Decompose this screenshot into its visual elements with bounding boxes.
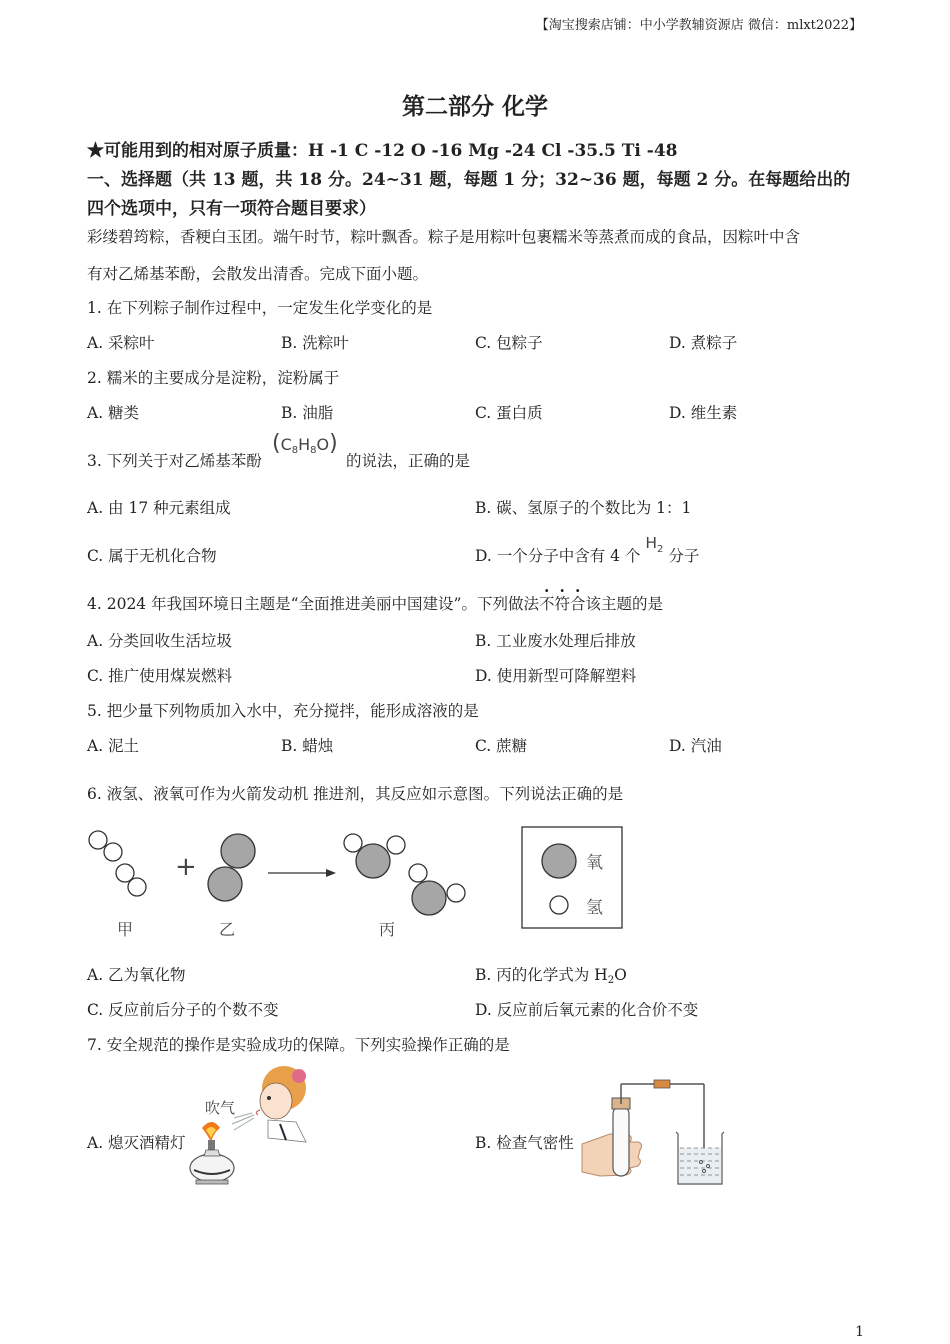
q6-option-c: C. 反应前后分子的个数不变 [87,1001,279,1019]
plus-sign: + [175,852,197,882]
q6-option-b: B. 丙的化学式为 H2O [475,966,627,986]
q6-option-d: D. 反应前后氧元素的化合价不变 [475,1001,699,1019]
intro-line2: 有对乙烯基苯酚，会散发出清香。完成下面小题。 [87,265,429,283]
airtightness-check-illustration [580,1076,730,1191]
q2-option-c: C. 蛋白质 [475,404,543,422]
q3-stem-post: 的说法，正确的是 [346,452,471,470]
label-jia: 甲 [117,920,134,939]
hand-icon [582,1134,642,1176]
q1-option-c: C. 包粽子 [475,334,543,352]
diagram-legend [522,827,622,928]
q3-formula: $(C_8H_8O)$ [272,431,338,456]
q5-option-d: D. 汽油 [669,737,722,755]
q5-option-c: C. 蔗糖 [475,737,528,755]
q5-stem: 5. 把少量下列物质加入水中，充分搅拌，能形成溶液的是 [87,702,479,720]
q2-option-b: B. 油脂 [281,404,334,422]
q3-stem-pre: 3. 下列关于对乙烯基苯酚 [87,452,262,470]
q7-stem: 7. 安全规范的操作是实验成功的保障。下列实验操作正确的是 [87,1036,510,1054]
q7-option-a: A. 熄灭酒精灯 [87,1134,186,1152]
q3-option-d: D. 一个分子中含有 4 个 $H_2$ 分子 [475,534,700,565]
q1-option-d: D. 煮粽子 [669,334,738,352]
hydrogen-molecule-2 [116,864,146,896]
water-molecule-1 [344,834,405,878]
q4-option-c: C. 推广使用煤炭燃料 [87,667,233,685]
q2-option-a: A. 糖类 [87,404,140,422]
atomic-masses: ★可能用到的相对原子质量：H -1 C -12 O -16 Mg -24 Cl -35.5 Ti -48 [87,141,678,161]
section-heading-line1: 一、选择题（共 13 题，共 18 分。24~31 题，每题 1 分；32~36 题，每题 2 分。在每题给出的 [87,170,851,190]
q1-stem: 1. 在下列粽子制作过程中，一定发生化学变化的是 [87,299,433,317]
label-bing: 丙 [379,920,396,939]
reaction-diagram [80,815,640,945]
page-title: 第二部分 化学 [401,93,548,120]
test-tube-icon [612,1084,630,1176]
q1-option-a: A. 采粽叶 [87,334,155,352]
q5-option-b: B. 蜡烛 [281,737,334,755]
hydrogen-molecule-1 [89,831,122,861]
q3-option-c: C. 属于无机化合物 [87,547,217,565]
q3-option-a: A. 由 17 种元素组成 [87,499,231,517]
alcohol-lamp-icon [190,1122,234,1184]
blow-label: 吹气 [205,1099,236,1117]
label-yi: 乙 [219,920,236,939]
q6-stem: 6. 液氢、液氧可作为火箭发动机 推进剂，其反应如示意图。下列说法正确的是 [87,785,624,803]
q2-option-d: D. 维生素 [669,404,738,422]
q4-option-d: D. 使用新型可降解塑料 [475,667,637,685]
alcohol-lamp-illustration [188,1058,313,1188]
reaction-arrow [268,869,336,877]
header-note: 【淘宝搜索店铺：中小学教辅资源店 微信：mlxt2022】 [535,18,862,33]
q3-option-b: B. 碳、氢原子的个数比为 1：1 [475,499,692,517]
beaker-icon [676,1132,724,1184]
legend-oxygen: 氧 [586,853,603,873]
girl-blowing-icon [256,1066,306,1142]
q4-option-b: B. 工业废水处理后排放 [475,632,636,650]
q6-option-a: A. 乙为氧化物 [87,966,186,984]
q5-option-a: A. 泥土 [87,737,140,755]
page-number: 1 [855,1324,864,1340]
intro-line1: 彩缕碧筠粽，香粳白玉团。端午时节，粽叶飘香。粽子是用粽叶包裹糯米等蒸煮而成的食品，因粽叶中含 [87,228,801,246]
q2-stem: 2. 糯米的主要成分是淀粉，淀粉属于 [87,369,340,387]
section-heading-line2: 四个选项中，只有一项符合题目要求） [87,199,376,219]
q4-option-a: A. 分类回收生活垃圾 [87,632,233,650]
q4-stem: 4. 2024 年我国环境日主题是“全面推进美丽中国建设”。下列做法不符合该主题的是 [87,595,664,613]
legend-hydrogen: 氢 [586,898,603,918]
oxygen-molecule [208,834,255,901]
q7-option-b: B. 检查气密性 [475,1134,574,1152]
water-molecule-2 [409,864,465,915]
q1-option-b: B. 洗粽叶 [281,334,349,352]
